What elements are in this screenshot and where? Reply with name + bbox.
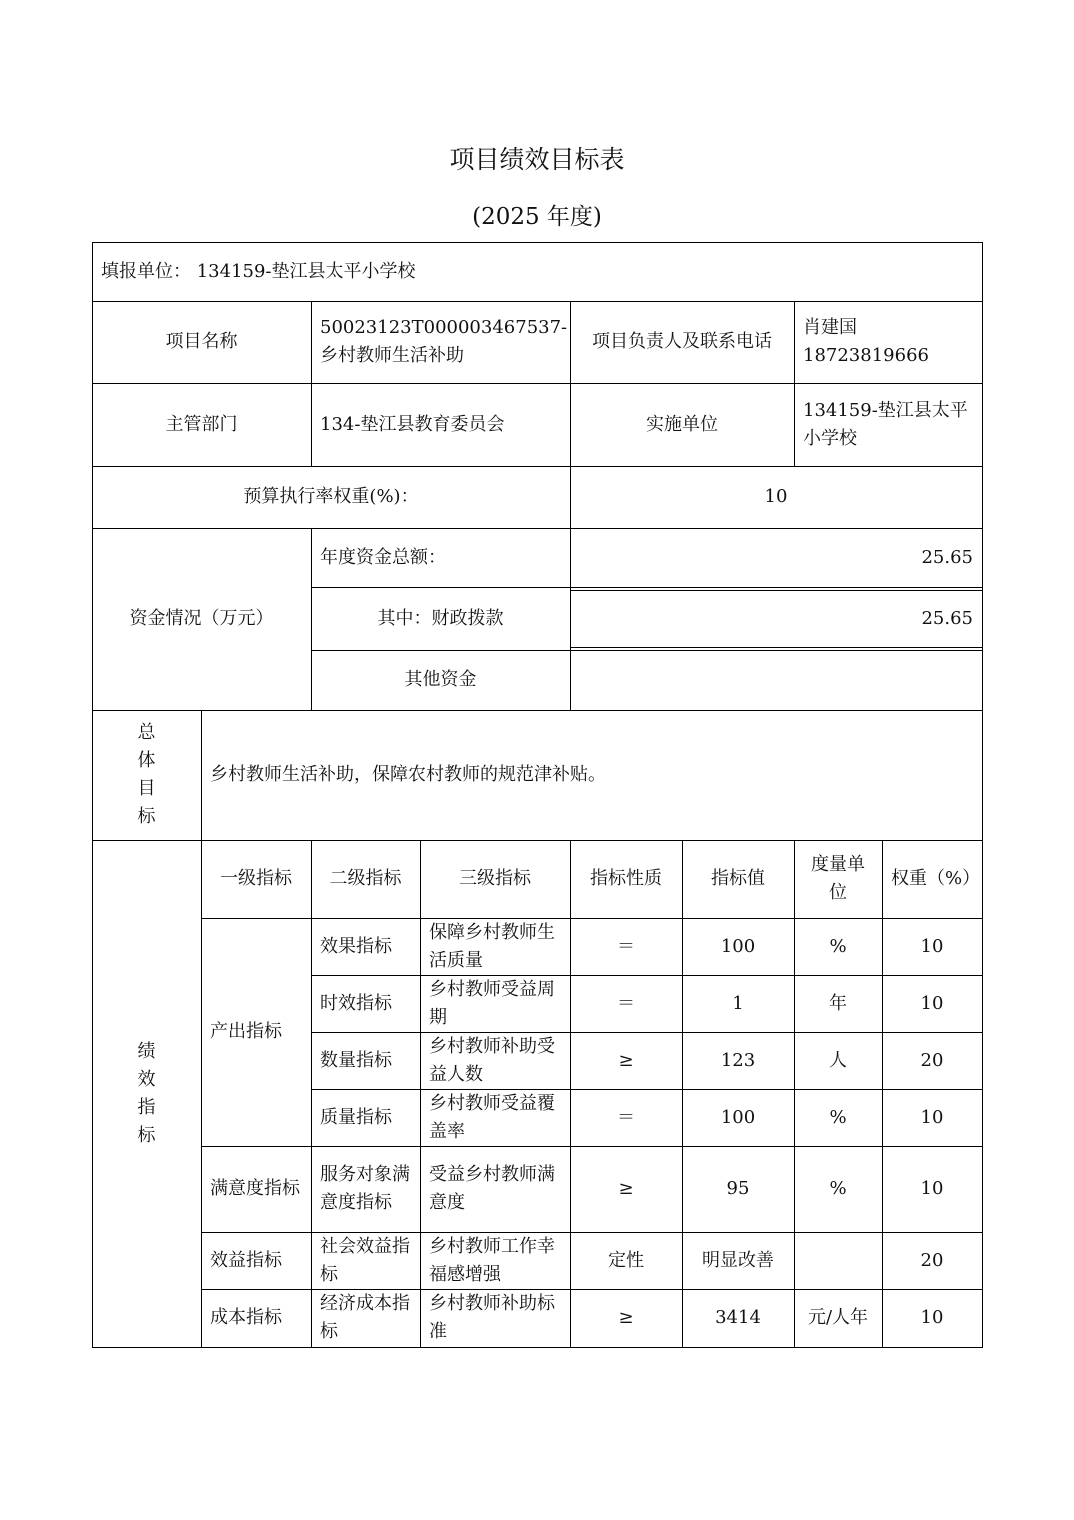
funds-other-label xyxy=(311,650,570,710)
table-row-0-value xyxy=(682,918,794,975)
table-row-3-value-text: 100 xyxy=(720,1106,756,1128)
table-row-5-nature xyxy=(570,1232,682,1289)
impl-value xyxy=(794,383,982,466)
table-row-0-l3 xyxy=(420,918,570,975)
perf-label xyxy=(92,840,201,1347)
header-5 xyxy=(794,840,882,918)
level1-satisfaction-text: 满意度指标 xyxy=(210,1178,300,1199)
table-row-4-l2 xyxy=(311,1146,420,1232)
fill-unit-text: 填报单位： 134159-垫江县太平小学校 xyxy=(101,260,416,282)
table-row-6-value-text: 3414 xyxy=(715,1307,761,1328)
header-6-text: 权重（%） xyxy=(891,868,981,889)
table-row-1-l2-text: 时效指标 xyxy=(320,992,392,1014)
page-title: 项目绩效目标表 xyxy=(449,145,625,174)
header-0 xyxy=(201,840,311,918)
table-row-5-l3-text: 乡村教师工作幸福感增强 xyxy=(429,1235,555,1285)
table-row-3-weight-text: 10 xyxy=(920,1106,944,1128)
level1-cost-text: 成本指标 xyxy=(210,1307,282,1328)
table-row-6-l3-text: 乡村教师补助标准 xyxy=(429,1293,555,1342)
table-row-0-nature xyxy=(570,918,682,975)
level1-satisfaction xyxy=(201,1146,311,1232)
page-subtitle: (2025 年度) xyxy=(472,204,602,230)
table-row-1-nature xyxy=(570,975,682,1032)
table-row-0-l3-text: 保障乡村教师生活质量 xyxy=(429,921,555,971)
table-row-2-unit xyxy=(794,1032,882,1089)
table-row-4-weight xyxy=(882,1146,982,1232)
table-row-1-weight xyxy=(882,975,982,1032)
table-row-3-weight xyxy=(882,1089,982,1146)
table-row-0-nature-text: ＝ xyxy=(617,935,635,957)
table-row-2-unit-text: 人 xyxy=(829,1049,847,1071)
table-row-3-l2 xyxy=(311,1089,420,1146)
header-4-text: 指标值 xyxy=(711,868,765,889)
table-row-6-nature xyxy=(570,1289,682,1347)
header-6 xyxy=(882,840,982,918)
table-rule xyxy=(982,242,983,1348)
funds-total-label-text: 年度资金总额： xyxy=(320,546,446,568)
goal-text xyxy=(201,710,982,840)
funds-other-label-text: 其他资金 xyxy=(404,669,477,690)
impl-label-text: 实施单位 xyxy=(646,413,718,435)
table-row-4-value-text: 95 xyxy=(726,1178,750,1199)
dept-label-text: 主管部门 xyxy=(165,413,238,435)
table-row-2-value xyxy=(682,1032,794,1089)
manager-value-text: 肖建国 18723819666 xyxy=(803,317,929,366)
fill-unit xyxy=(92,242,982,301)
impl-label xyxy=(570,383,794,466)
table-row-6-l2-text: 经济成本指标 xyxy=(320,1293,410,1342)
table-row-4-l2-text: 服务对象满意度指标 xyxy=(320,1164,410,1213)
budget-weight-label xyxy=(92,466,570,528)
table-row-0-l2-text: 效果指标 xyxy=(320,935,392,957)
table-row-1-value xyxy=(682,975,794,1032)
table-row-2-nature-text: ≥ xyxy=(618,1049,634,1071)
table-row-1-nature-text: ＝ xyxy=(617,992,635,1014)
table-row-0-weight-text: 10 xyxy=(920,935,944,957)
table-row-3-nature xyxy=(570,1089,682,1146)
table-row-6-nature-text: ≥ xyxy=(618,1307,634,1328)
table-row-5-l2 xyxy=(311,1232,420,1289)
table-row-0-unit xyxy=(794,918,882,975)
table-row-3-unit xyxy=(794,1089,882,1146)
project-name-value-text: 50023123T000003467537-乡村教师生活补助 xyxy=(320,317,568,366)
funds-fiscal-label xyxy=(311,587,570,650)
table-row-5-l2-text: 社会效益指标 xyxy=(320,1235,410,1285)
table-row-4-weight-text: 10 xyxy=(920,1178,944,1199)
table-row-6-l2 xyxy=(311,1289,420,1347)
goal-label-text: 总体目标 xyxy=(137,722,156,827)
level1-output xyxy=(201,918,311,1146)
table-row-2-weight-text: 20 xyxy=(920,1049,944,1071)
goal-label xyxy=(92,710,201,840)
dept-value-text: 134-垫江县教育委员会 xyxy=(320,413,505,435)
table-row-2-l3 xyxy=(420,1032,570,1089)
table-row-2-l2-text: 数量指标 xyxy=(320,1049,392,1071)
funds-label-text: 资金情况（万元） xyxy=(129,608,274,629)
header-3-text: 指标性质 xyxy=(590,868,662,889)
budget-weight-label-text: 预算执行率权重(%)： xyxy=(243,486,419,507)
level1-cost xyxy=(201,1289,311,1347)
table-row-5-weight xyxy=(882,1232,982,1289)
table-row-5-unit xyxy=(794,1232,882,1289)
budget-weight-value xyxy=(570,466,982,528)
table-rule xyxy=(92,1347,983,1348)
table-row-1-weight-text: 10 xyxy=(920,992,944,1014)
table-row-4-l3 xyxy=(420,1146,570,1232)
funds-fiscal-value-text: 25.65 xyxy=(921,607,973,629)
table-row-3-nature-text: ＝ xyxy=(617,1106,635,1128)
header-4 xyxy=(682,840,794,918)
funds-total-value-text: 25.65 xyxy=(921,546,973,568)
header-0-text: 一级指标 xyxy=(220,868,292,889)
table-row-6-l3 xyxy=(420,1289,570,1347)
header-2 xyxy=(420,840,570,918)
table-row-6-weight-text: 10 xyxy=(920,1307,944,1328)
table-row-6-weight xyxy=(882,1289,982,1347)
level1-benefit-text: 效益指标 xyxy=(210,1249,282,1271)
dept-value xyxy=(311,383,570,466)
table-row-1-value-text: 1 xyxy=(732,992,744,1014)
table-row-0-l2 xyxy=(311,918,420,975)
impl-value-text: 134159-垫江县太平小学校 xyxy=(803,399,968,449)
level1-output-text: 产出指标 xyxy=(210,1021,282,1042)
table-row-1-l2 xyxy=(311,975,420,1032)
table-row-1-l3 xyxy=(420,975,570,1032)
project-name-label-text: 项目名称 xyxy=(165,331,238,352)
table-row-5-value xyxy=(682,1232,794,1289)
table-row-4-l3-text: 受益乡村教师满意度 xyxy=(429,1164,555,1213)
table-row-1-l3-text: 乡村教师受益周期 xyxy=(429,978,555,1028)
funds-fiscal-value xyxy=(570,590,982,647)
table-row-2-nature xyxy=(570,1032,682,1089)
table-row-6-unit-text: 元/人年 xyxy=(807,1307,869,1328)
table-row-6-value xyxy=(682,1289,794,1347)
header-2-text: 三级指标 xyxy=(459,868,531,889)
table-row-4-value xyxy=(682,1146,794,1232)
table-row-3-l2-text: 质量指标 xyxy=(320,1106,392,1128)
table-row-4-unit xyxy=(794,1146,882,1232)
table-row-4-nature-text: ≥ xyxy=(618,1178,634,1199)
table-row-6-unit xyxy=(794,1289,882,1347)
perf-label-text: 绩效指标 xyxy=(137,1040,156,1146)
table-row-4-nature xyxy=(570,1146,682,1232)
table-row-4-unit-text: % xyxy=(829,1178,847,1199)
table-rule xyxy=(570,647,983,648)
table-row-0-weight xyxy=(882,918,982,975)
table-row-3-l3-text: 乡村教师受益覆盖率 xyxy=(429,1092,555,1142)
goal-text-text: 乡村教师生活补助，保障农村教师的规范津补贴。 xyxy=(210,764,606,785)
table-row-2-l3-text: 乡村教师补助受益人数 xyxy=(429,1035,555,1085)
table-row-2-l2 xyxy=(311,1032,420,1089)
dept-label xyxy=(92,383,311,466)
table-row-1-unit-text: 年 xyxy=(829,992,847,1014)
budget-weight-value-text: 10 xyxy=(764,486,788,507)
table-row-2-value-text: 123 xyxy=(720,1049,756,1071)
funds-total-label xyxy=(311,528,570,587)
funds-total-value xyxy=(570,528,982,587)
header-3 xyxy=(570,840,682,918)
funds-other-value xyxy=(570,650,982,710)
table-row-2-weight xyxy=(882,1032,982,1089)
manager-value xyxy=(794,301,982,383)
header-1 xyxy=(311,840,420,918)
table-row-0-unit-text: % xyxy=(829,935,847,957)
manager-label xyxy=(570,301,794,383)
project-name-label xyxy=(92,301,311,383)
header-1-text: 二级指标 xyxy=(329,868,402,889)
table-row-3-unit-text: % xyxy=(829,1106,847,1128)
table-row-5-value-text: 明显改善 xyxy=(702,1249,774,1271)
table-row-5-nature-text: 定性 xyxy=(608,1249,644,1271)
level1-benefit xyxy=(201,1232,311,1289)
manager-label-text: 项目负责人及联系电话 xyxy=(592,331,772,352)
table-row-5-weight-text: 20 xyxy=(920,1249,944,1271)
table-row-0-value-text: 100 xyxy=(720,935,756,957)
table-row-3-l3 xyxy=(420,1089,570,1146)
table-row-3-value xyxy=(682,1089,794,1146)
table-row-5-l3 xyxy=(420,1232,570,1289)
table-row-1-unit xyxy=(794,975,882,1032)
funds-label xyxy=(92,528,311,710)
funds-fiscal-label-text: 其中：财政拨款 xyxy=(377,607,504,629)
header-5-text: 度量单位 xyxy=(811,854,865,903)
project-name-value xyxy=(311,301,570,383)
